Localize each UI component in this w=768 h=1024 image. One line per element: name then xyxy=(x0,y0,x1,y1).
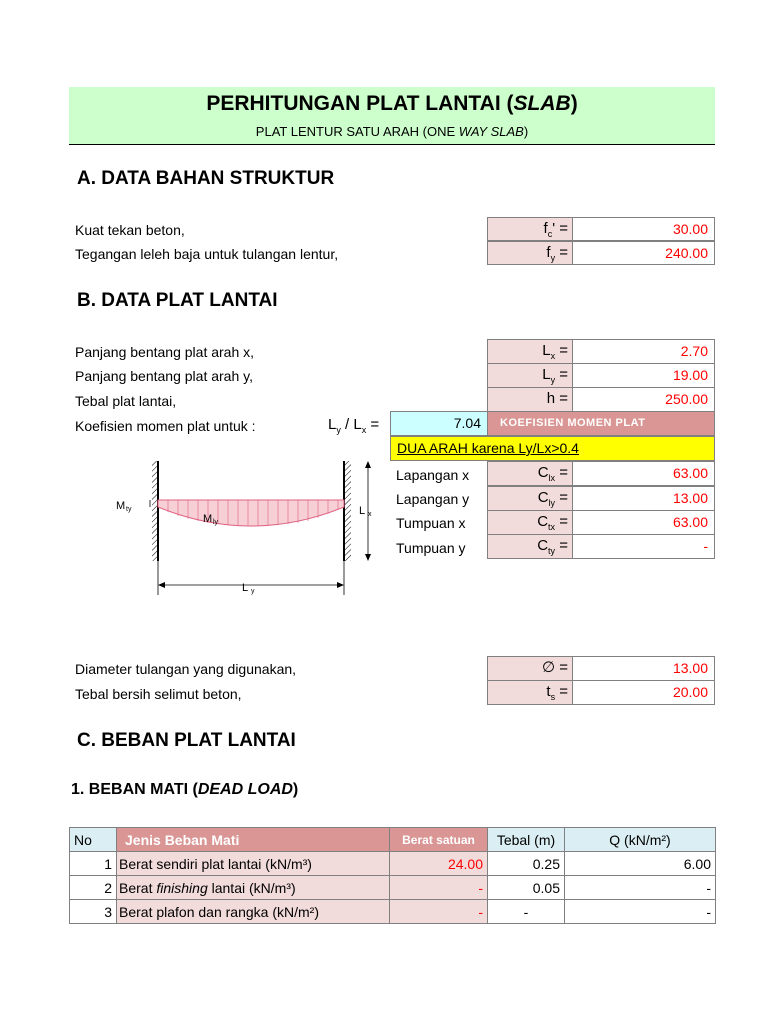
coef-symbol: $C_{tx}$ = xyxy=(487,510,573,535)
row-no: 2 xyxy=(70,876,117,900)
param-symbol: $f_y$ = xyxy=(487,241,573,265)
row-q: - xyxy=(565,900,716,924)
koef-label: Koefisien momen plat untuk : xyxy=(75,418,256,434)
section-a-title: A. DATA BAHAN STRUKTUR xyxy=(77,168,335,189)
coef-symbol: $C_{lx}$ = xyxy=(487,461,573,486)
koef-header: KOEFISIEN MOMEN PLAT xyxy=(488,411,715,436)
header-q: Q (kN/m²) xyxy=(565,828,716,852)
table-row xyxy=(70,900,716,924)
row-tebal: 0.05 xyxy=(488,876,565,900)
table-row xyxy=(70,852,716,876)
row-q: 6.00 xyxy=(565,852,716,876)
param-symbol: ∅ = xyxy=(487,656,573,681)
param-symbol: $f_c'$ = xyxy=(487,217,573,241)
param-value[interactable]: 30.00 xyxy=(573,217,715,241)
ly-label: L xyxy=(242,582,249,594)
coef-value[interactable]: 13.00 xyxy=(573,486,715,511)
coef-label: Tumpuan y xyxy=(396,540,466,556)
param-value[interactable]: 20.00 xyxy=(573,680,715,705)
page-subtitle: PLAT LENTUR SATU ARAH (ONE WAY SLAB) xyxy=(255,124,529,139)
coef-symbol: $C_{ty}$ = xyxy=(487,534,573,559)
row-berat[interactable]: 24.00 xyxy=(390,852,488,876)
table-row xyxy=(70,876,716,900)
svg-text:y: y xyxy=(251,588,255,595)
param-label: Diameter tulangan yang digunakan, xyxy=(75,661,297,677)
row-no: 1 xyxy=(70,852,117,876)
param-value[interactable]: 240.00 xyxy=(573,241,715,265)
header-tebal: Tebal (m) xyxy=(488,828,565,852)
dead-load-table xyxy=(69,827,716,924)
dua-arah-note: DUA ARAH karena Ly/Lx>0.4 xyxy=(390,436,715,461)
moment-curve xyxy=(158,500,344,526)
coef-value[interactable]: 63.00 xyxy=(573,461,715,486)
mty-label: M xyxy=(116,500,126,512)
row-berat[interactable]: - xyxy=(390,876,488,900)
title-block xyxy=(69,87,715,145)
svg-text:ty: ty xyxy=(126,506,132,513)
param-label: Panjang bentang plat arah y, xyxy=(75,368,253,384)
coef-label: Tumpuan x xyxy=(396,515,466,531)
param-symbol: $t_s$ = xyxy=(487,680,573,705)
row-tebal: - xyxy=(488,900,565,924)
table-header-row xyxy=(70,828,716,852)
param-symbol: h = xyxy=(487,387,573,412)
coef-value[interactable]: - xyxy=(573,534,715,559)
right-support xyxy=(345,461,351,561)
param-value[interactable]: 2.70 xyxy=(573,339,715,364)
param-label: Tegangan leleh baja untuk tulangan lentur, xyxy=(75,246,339,262)
row-berat[interactable]: - xyxy=(390,900,488,924)
svg-text:ly: ly xyxy=(213,519,219,526)
coef-symbol: $C_{ly}$ = xyxy=(487,486,573,511)
coef-value[interactable]: 63.00 xyxy=(573,510,715,535)
lx-label: L xyxy=(359,505,366,517)
param-symbol: $L_x$ = xyxy=(487,339,573,364)
row-label: Berat finishing lantai (kN/m³) xyxy=(117,876,390,900)
row-label: Berat sendiri plat lantai (kN/m³) xyxy=(117,852,390,876)
coef-label: Lapangan x xyxy=(396,467,470,483)
header-no: No xyxy=(70,828,117,852)
row-no: 3 xyxy=(70,900,117,924)
row-tebal: 0.25 xyxy=(488,852,565,876)
param-label: Panjang bentang plat arah x, xyxy=(75,344,255,360)
header-jenis: Jenis Beban Mati xyxy=(117,828,390,852)
coef-label: Lapangan y xyxy=(396,491,470,507)
row-label: Berat plafon dan rangka (kN/m²) xyxy=(117,900,390,924)
param-label: Tebal bersih selimut beton, xyxy=(75,686,242,702)
page-title: PERHITUNGAN PLAT LANTAI (SLAB) xyxy=(206,92,578,115)
ratio-label: $L_y / L_x$ = xyxy=(328,416,380,435)
param-label: Tebal plat lantai, xyxy=(75,393,177,409)
param-label: Kuat tekan beton, xyxy=(75,222,185,238)
section-b-title: B. DATA PLAT LANTAI xyxy=(77,290,278,311)
slab-moment-diagram xyxy=(100,455,390,600)
ratio-value[interactable]: 7.04 xyxy=(390,411,488,436)
param-value[interactable]: 250.00 xyxy=(573,387,715,412)
param-value[interactable]: 19.00 xyxy=(573,363,715,388)
param-symbol: $L_y$ = xyxy=(487,363,573,388)
row-q: - xyxy=(565,876,716,900)
param-value[interactable]: 13.00 xyxy=(573,656,715,681)
header-berat: Berat satuan xyxy=(390,828,488,852)
dead-load-title: 1. BEBAN MATI (DEAD LOAD) xyxy=(71,781,299,798)
svg-text:x: x xyxy=(368,511,372,518)
mly-label: M xyxy=(203,513,213,525)
section-c-title: C. BEBAN PLAT LANTAI xyxy=(77,730,296,751)
